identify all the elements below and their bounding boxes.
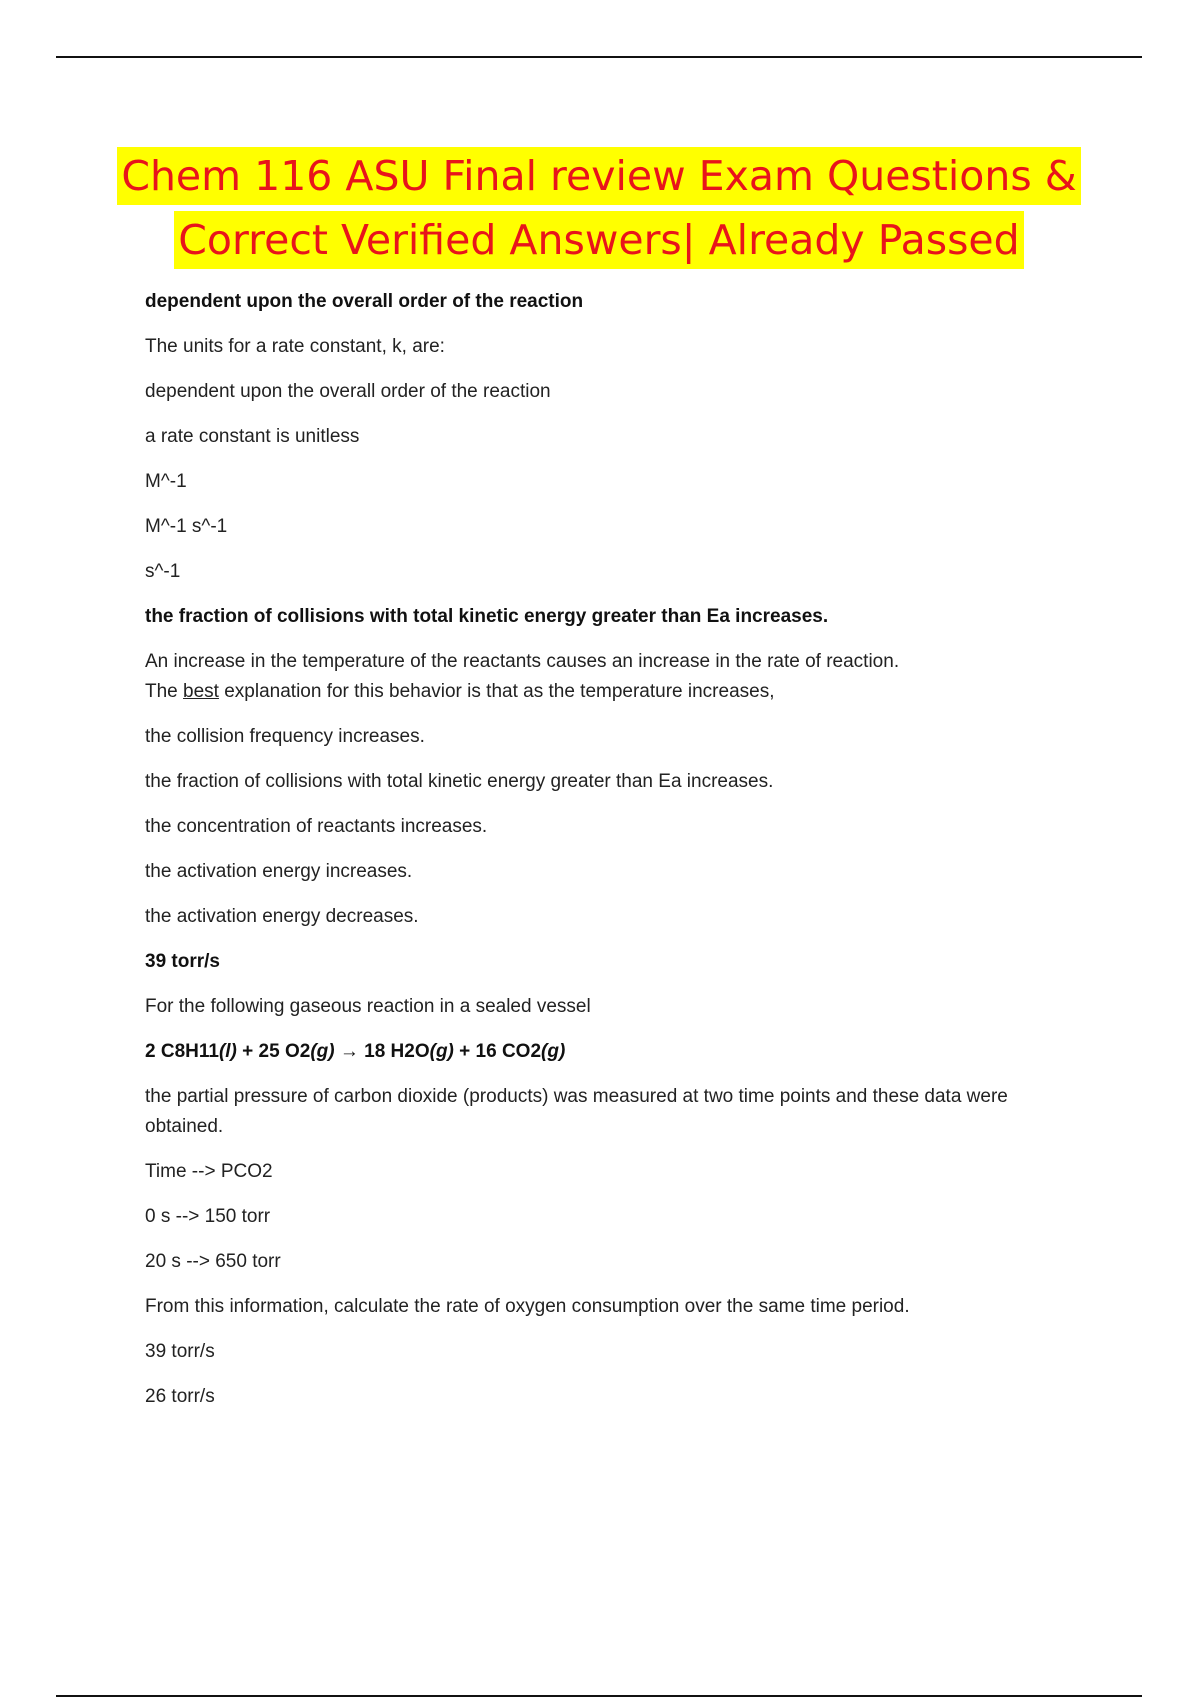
q1-option: a rate constant is unitless <box>145 426 360 447</box>
q3-question: For the following gaseous reaction in a sealed vessel <box>145 996 591 1017</box>
eq-part: + 25 O2 <box>236 1041 311 1062</box>
eq-part: → 18 H2O <box>334 1041 430 1062</box>
q2-answer: the fraction of collisions with total kinetic energy greater than Ea increases. <box>145 606 829 627</box>
footer-rule <box>56 1695 1142 1697</box>
q1-answer: dependent upon the overall order of the reaction <box>145 291 584 312</box>
q2-option: the fraction of collisions with total kinetic energy greater than Ea increases. <box>145 771 774 792</box>
q3-data-line: 0 s --> 150 torr <box>145 1206 271 1227</box>
q2-option: the concentration of reactants increases. <box>145 816 488 837</box>
q3-description: the partial pressure of carbon dioxide (products) was measured at two time points and these data were obtained. <box>145 1086 1008 1137</box>
q3-prompt: From this information, calculate the rate of oxygen consumption over the same time period. <box>145 1296 910 1317</box>
q1-option: M^-1 <box>145 471 187 492</box>
document-body <box>145 287 1085 1427</box>
q1-option: dependent upon the overall order of the reaction <box>145 381 551 402</box>
eq-state: (g) <box>310 1041 335 1062</box>
eq-part: + 16 CO2 <box>453 1041 542 1062</box>
q2-question-line1: An increase in the temperature of the reactants causes an increase in the rate of reaction. <box>145 651 900 672</box>
q3-option: 39 torr/s <box>145 1341 215 1362</box>
title-line-1: Chem 116 ASU Final review Exam Questions & <box>117 147 1080 205</box>
document-title <box>56 144 1142 272</box>
eq-state: (g) <box>541 1041 566 1062</box>
q1-option: M^-1 s^-1 <box>145 516 228 537</box>
header-rule <box>56 56 1142 58</box>
q3-data-line: Time --> PCO2 <box>145 1161 273 1182</box>
q2-question-line2-pre: The <box>145 681 178 702</box>
q2-question-emphasis: best <box>183 681 219 702</box>
q1-question: The units for a rate constant, k, are: <box>145 336 445 357</box>
title-line-2: Correct Verified Answers| Already Passed <box>174 211 1023 269</box>
q3-chemical-equation <box>145 1037 1085 1067</box>
q2-option: the activation energy decreases. <box>145 906 419 927</box>
eq-state: (l) <box>218 1041 237 1062</box>
q1-option: s^-1 <box>145 561 181 582</box>
q2-option: the activation energy increases. <box>145 861 413 882</box>
q3-data-line: 20 s --> 650 torr <box>145 1251 281 1272</box>
eq-state: (g) <box>429 1041 454 1062</box>
q2-question-line2-post: explanation for this behavior is that as the temperature increases, <box>224 681 775 702</box>
q2-question <box>145 647 1085 707</box>
eq-part: 2 C8H11 <box>145 1041 219 1062</box>
q2-option: the collision frequency increases. <box>145 726 425 747</box>
q3-answer: 39 torr/s <box>145 951 220 972</box>
q3-option: 26 torr/s <box>145 1386 215 1407</box>
